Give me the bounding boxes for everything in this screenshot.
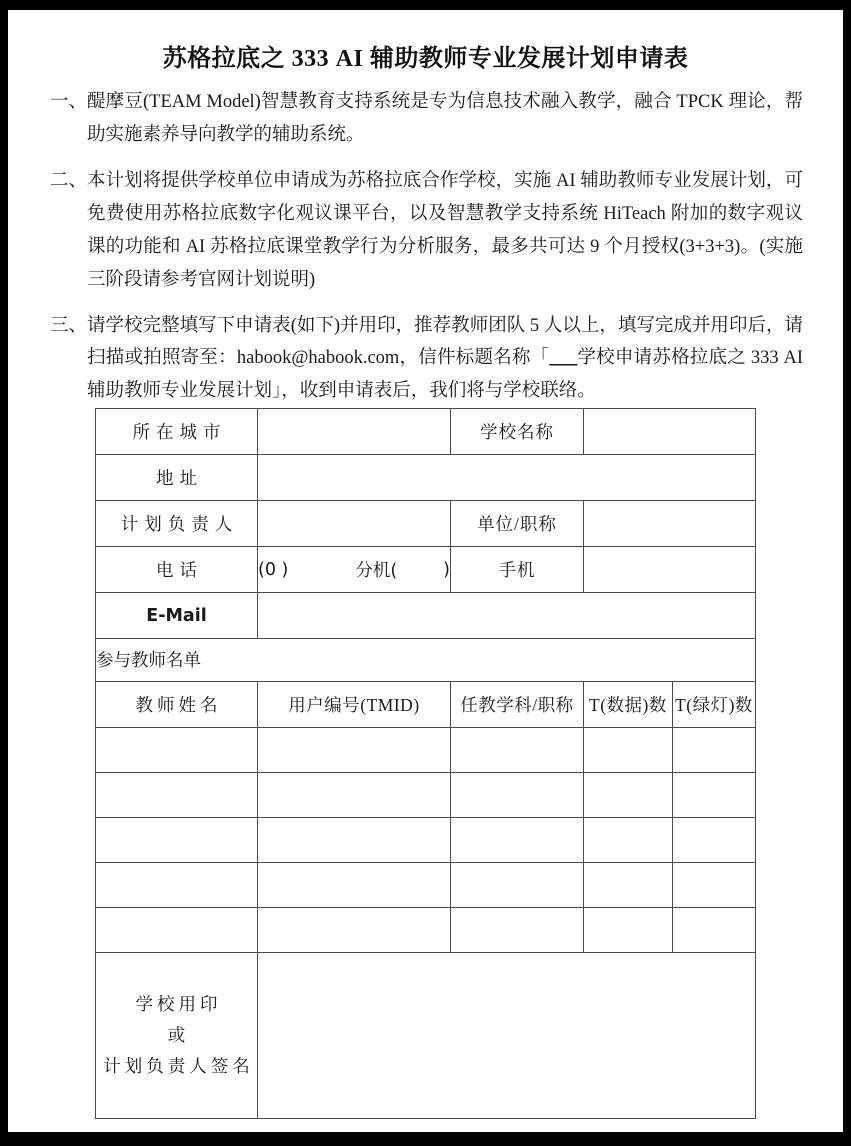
table-row <box>95 772 755 817</box>
signature-label-line-3: 计划负责人签名 <box>103 1055 254 1076</box>
label-plan-manager: 计划负责人 <box>96 501 258 547</box>
label-city: 所在城市 <box>96 409 258 455</box>
page-title: 苏格拉底之 333 AI 辅助教师专业发展计划申请表 <box>162 46 689 72</box>
telephone-extension-close: ) <box>443 559 450 580</box>
field-city[interactable] <box>258 409 451 455</box>
cell-t-data-count[interactable] <box>583 727 672 772</box>
document-page <box>8 10 843 1132</box>
column-header-tmid: 用户编号(TMID) <box>257 681 450 727</box>
field-unit-title[interactable] <box>584 501 756 547</box>
label-address: 地址 <box>96 455 258 501</box>
field-address[interactable] <box>258 455 756 501</box>
table-row <box>95 817 755 862</box>
cell-subject-title[interactable] <box>450 817 583 862</box>
teacher-list-section-title: 参与教师名单 <box>95 638 755 681</box>
cell-subject-title[interactable] <box>450 862 583 907</box>
teacher-section-header-row <box>95 638 755 681</box>
cell-t-greenlight-count[interactable] <box>672 817 755 862</box>
label-mobile: 手机 <box>451 547 584 593</box>
cell-tmid[interactable] <box>257 727 450 772</box>
table-row <box>95 862 755 907</box>
cell-t-data-count[interactable] <box>583 862 672 907</box>
cell-t-data-count[interactable] <box>583 817 672 862</box>
field-school-seal-or-signature[interactable] <box>257 952 755 1118</box>
clause-3-text-part2: 学校申请苏格拉底之 333 AI 辅助教师专业发展计划」，收到申请表后，我们将与学校联络。 <box>87 348 803 402</box>
table-row <box>95 907 755 952</box>
label-school-seal-or-signature <box>95 952 257 1118</box>
clause-2-text: 本计划将提供学校单位申请成为苏格拉底合作学校，实施 AI 辅助教师专业发展计划，可免费使用苏格拉底数字化观议课平台，以及智慧教学支持系统 HiTeach 附加的数字观议课的功能和 AI 苏格拉底课堂教学行为分析服务，最多共可达 9 个月授权(3+3+3)。(实施三阶段请参考官网计划说明) <box>87 170 803 290</box>
cell-tmid[interactable] <box>257 772 450 817</box>
clause-1-number: 一、 <box>50 92 88 112</box>
clause-3-text-part1: 请学校完整填写下申请表(如下)并用印，推荐教师团队 5 人以上，填写完成并用印后，请扫描或拍照寄至：habook@habook.com，信件标题名称「 <box>87 315 803 369</box>
field-plan-manager[interactable] <box>258 501 451 547</box>
clause-2 <box>50 152 803 297</box>
clause-3-fill-blank: ___ <box>549 348 578 369</box>
cell-teacher-name[interactable] <box>95 772 257 817</box>
clause-1-text: 醍摩豆(TEAM Model)智慧教育支持系统是专为信息技术融入教学，融合 TPCK 理论，帮助实施素养导向教学的辅助系统。 <box>87 92 803 145</box>
cell-t-greenlight-count[interactable] <box>672 862 755 907</box>
column-header-t-data-count: T(数据)数 <box>583 681 672 727</box>
cell-teacher-name[interactable] <box>95 727 257 772</box>
cell-subject-title[interactable] <box>450 907 583 952</box>
table-row-city-school <box>96 409 756 455</box>
field-email[interactable] <box>258 593 756 639</box>
table-row-address <box>96 455 756 501</box>
clause-1 <box>50 73 803 152</box>
table-row-phone <box>96 547 756 593</box>
label-school-name: 学校名称 <box>451 409 584 455</box>
cell-t-greenlight-count[interactable] <box>672 727 755 772</box>
label-email: E-Mail <box>96 593 258 639</box>
teacher-list-table <box>95 638 756 1119</box>
cell-teacher-name[interactable] <box>95 907 257 952</box>
column-header-t-greenlight-count: T(绿灯)数 <box>672 681 755 727</box>
table-row <box>95 727 755 772</box>
cell-t-greenlight-count[interactable] <box>672 907 755 952</box>
clause-2-number: 二、 <box>50 170 88 191</box>
field-telephone[interactable] <box>258 547 451 593</box>
cell-teacher-name[interactable] <box>95 817 257 862</box>
cell-teacher-name[interactable] <box>95 862 257 907</box>
signature-label-line-1: 学校用印 <box>135 994 222 1015</box>
label-telephone: 电话 <box>96 547 258 593</box>
label-unit-title: 单位/职称 <box>451 501 584 547</box>
teacher-table-header-row <box>95 681 755 727</box>
cell-t-data-count[interactable] <box>583 772 672 817</box>
clause-3-number: 三、 <box>50 315 88 336</box>
cell-t-data-count[interactable] <box>583 907 672 952</box>
table-row-manager <box>96 501 756 547</box>
cell-tmid[interactable] <box>257 862 450 907</box>
field-school-name[interactable] <box>584 409 756 455</box>
cell-t-greenlight-count[interactable] <box>672 772 755 817</box>
clause-3-text <box>87 310 803 409</box>
telephone-area-prefix: (0 ) <box>258 559 289 580</box>
clause-3 <box>50 297 803 409</box>
column-header-teacher-name: 教师姓名 <box>95 681 257 727</box>
cell-tmid[interactable] <box>257 907 450 952</box>
cell-tmid[interactable] <box>257 817 450 862</box>
column-header-subject-title: 任教学科/职称 <box>450 681 583 727</box>
cell-subject-title[interactable] <box>450 727 583 772</box>
telephone-extension-open: 分机( <box>355 561 398 582</box>
signature-row <box>95 952 755 1118</box>
cell-subject-title[interactable] <box>450 772 583 817</box>
table-row-email <box>96 593 756 639</box>
applicant-info-table <box>95 408 756 639</box>
field-mobile[interactable] <box>584 547 756 593</box>
signature-label-line-2: 或 <box>167 1024 190 1045</box>
